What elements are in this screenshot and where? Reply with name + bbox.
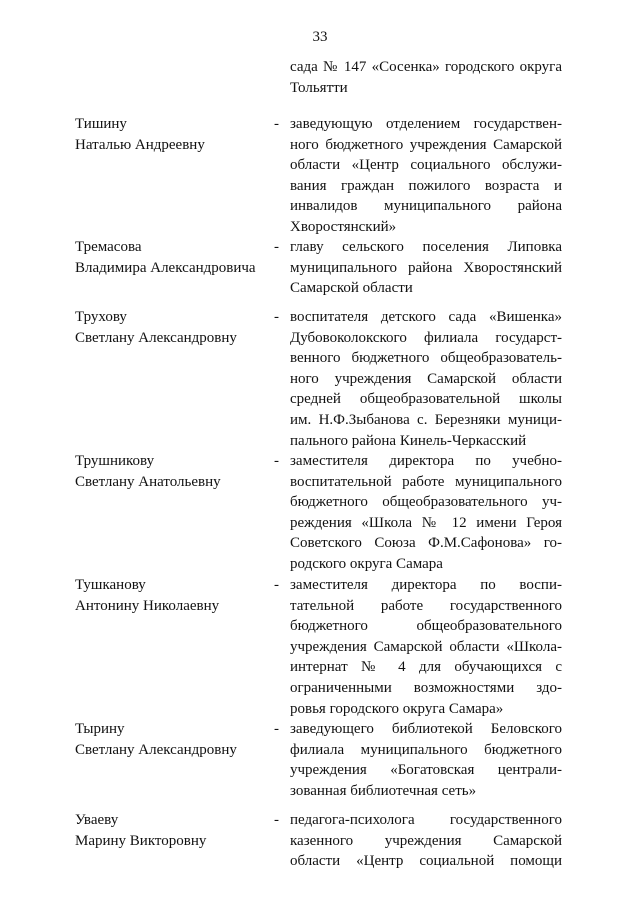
desc-line: зованная библиотечная сеть» <box>290 782 477 799</box>
surname: Тырину <box>75 721 125 737</box>
given-names: Антонину Николаевну <box>75 597 220 614</box>
position-description <box>290 237 562 299</box>
desc-line: учреждения «Богатовская централи- <box>290 762 562 779</box>
surname: Трухову <box>75 309 127 325</box>
desc-line: бюджетного общеобразовательного уч- <box>290 494 562 511</box>
continuation-text <box>290 57 562 98</box>
person-name <box>75 114 275 155</box>
desc-line: ограниченными возможностями здо- <box>290 679 562 696</box>
desc-line: муниципального района Хворостянский <box>290 259 562 276</box>
desc-line: учреждения Самарской области «Школа- <box>290 638 562 655</box>
desc-line: инвалидов муниципального района <box>290 198 562 215</box>
desc-line: воспитательной работе муниципального <box>290 473 562 490</box>
desc-line: сада № 147 «Сосенка» городского округа <box>290 59 562 75</box>
separator-dash: - <box>274 577 279 593</box>
surname: Тушканову <box>75 577 146 593</box>
desc-line: интернат № 4 для обучающихся с <box>290 659 562 676</box>
desc-line: заместителя директора по воспи- <box>290 577 562 593</box>
desc-line: заведующую отделением государствен- <box>290 116 562 132</box>
desc-line: главу сельского поселения Липовка <box>290 239 562 255</box>
given-names: Светлану Александровну <box>75 741 237 758</box>
desc-line: им. Н.Ф.Зыбанова с. Березняки муници- <box>290 411 562 428</box>
person-name <box>75 810 275 851</box>
desc-line: заместителя директора по учебно- <box>290 453 562 469</box>
desc-line: заведующего библиотекой Беловского <box>290 721 562 737</box>
person-name <box>75 307 275 348</box>
given-names: Владимира Александровича <box>75 259 256 276</box>
separator-dash: - <box>274 239 279 255</box>
desc-line: педагога-психолога государственного <box>290 812 562 828</box>
desc-line: родского округа Самара <box>290 555 443 572</box>
surname: Уваеву <box>75 812 119 828</box>
desc-line: воспитателя детского сада «Вишенка» <box>290 309 562 325</box>
surname: Тишину <box>75 116 127 132</box>
desc-line: бюджетного общеобразовательного <box>290 618 562 635</box>
desc-line: ного учреждения Самарской области <box>290 370 562 387</box>
person-name <box>75 575 275 616</box>
separator-dash: - <box>274 309 279 325</box>
separator-dash: - <box>274 116 279 132</box>
desc-line: Дубовоколокского филиала государст- <box>290 329 562 346</box>
desc-line: пального района Кинель-Черкасский <box>290 432 527 449</box>
desc-line: венного бюджетного общеобразователь- <box>290 350 562 367</box>
separator-dash: - <box>274 812 279 828</box>
desc-line: реждения «Школа № 12 имени Героя <box>290 514 562 531</box>
desc-line: Тольятти <box>290 79 348 96</box>
desc-line: филиала муниципального бюджетного <box>290 741 562 758</box>
position-description <box>290 114 562 238</box>
person-name <box>75 237 275 278</box>
desc-line: Самарской области <box>290 280 413 297</box>
surname: Тремасова <box>75 239 142 255</box>
person-name <box>75 719 275 760</box>
desc-line: вания граждан пожилого возраста и <box>290 177 562 194</box>
person-name <box>75 451 275 492</box>
separator-dash: - <box>274 453 279 469</box>
separator-dash: - <box>274 721 279 737</box>
desc-line: области «Центр социального обслужи- <box>290 157 562 174</box>
position-description <box>290 451 562 575</box>
position-description <box>290 575 562 719</box>
desc-line: Хворостянский» <box>290 218 397 235</box>
position-description <box>290 719 562 801</box>
desc-line: области «Центр социальной помощи <box>290 853 562 870</box>
given-names: Марину Викторовну <box>75 832 207 849</box>
desc-line: тательной работе государственного <box>290 597 562 614</box>
desc-line: казенного учреждения Самарской <box>290 832 562 849</box>
desc-line: ровья городского округа Самара» <box>290 700 504 717</box>
position-description <box>290 307 562 451</box>
desc-line: ного бюджетного учреждения Самарской <box>290 136 562 153</box>
desc-line: средней общеобразовательной школы <box>290 391 562 408</box>
desc-line: Советского Союза Ф.М.Сафонова» го- <box>290 535 562 552</box>
given-names: Светлану Александровну <box>75 329 237 346</box>
given-names: Наталью Андреевну <box>75 136 205 153</box>
given-names: Светлану Анатольевну <box>75 473 221 490</box>
position-description <box>290 810 562 872</box>
page-number: 33 <box>312 29 328 45</box>
surname: Трушникову <box>75 453 155 469</box>
